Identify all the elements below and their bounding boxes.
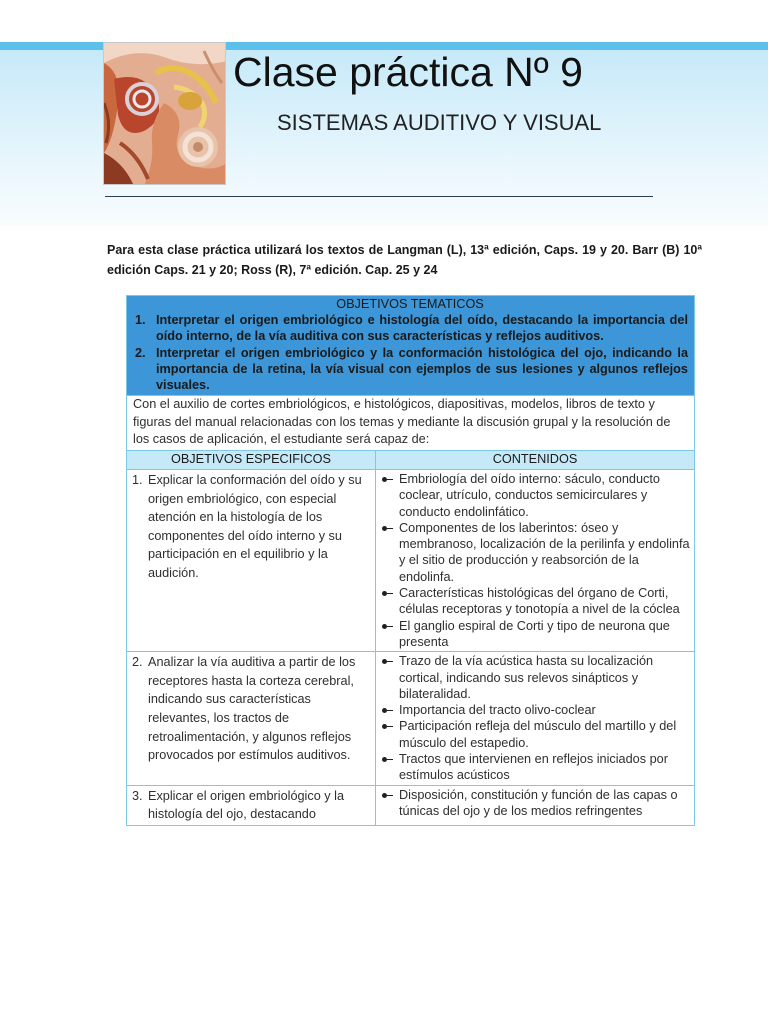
especifico-number: 2.: [132, 655, 143, 670]
list-item: [379, 471, 690, 520]
bullet-icon: [382, 724, 394, 729]
especifico-cell: [127, 469, 376, 651]
especifico-item: [132, 471, 371, 583]
list-item: [379, 751, 690, 784]
bullet-icon: [382, 757, 394, 762]
list-item: [379, 585, 690, 618]
bullet-icon: [382, 793, 394, 798]
bullet-icon: [382, 659, 394, 664]
column-header-row: [127, 450, 695, 469]
tematicos-row: [127, 296, 695, 396]
bullet-icon: [382, 526, 394, 531]
contenido-text: Características histológicas del órgano de Corti, células receptoras y tonotopía a nivel de la cóclea: [399, 586, 680, 617]
contenido-text: Disposición, constitución y función de las capas o túnicas del ojo y de los medios refringentes: [399, 787, 678, 818]
context-row: [127, 396, 695, 451]
especifico-text: Explicar la conformación del oído y su origen embriológico, con especial atención en la histología de los componentes del oído interno y su participación en el equilibrio y la audición.: [148, 472, 362, 580]
table-row: [127, 785, 695, 825]
list-item: [379, 702, 690, 718]
tematico-item: [132, 312, 688, 345]
list-item: [379, 718, 690, 751]
list-item: [379, 618, 690, 651]
list-item: [379, 787, 690, 820]
col-header-contenidos: CONTENIDOS: [376, 450, 695, 469]
tematicos-title: OBJETIVOS TEMATICOS: [336, 297, 484, 311]
contenidos-list: [379, 471, 690, 650]
header-divider: [105, 196, 653, 197]
contenidos-cell: [376, 469, 695, 651]
tematico-number: 1.: [135, 313, 146, 327]
intro-paragraph: Para esta clase práctica utilizará los textos de Langman (L), 13ª edición, Caps. 19 y 20. Barr (B) 10ª edición Caps. 21 y 20; Ross (R), 7ª edición. Cap. 25 y 24: [107, 243, 702, 277]
contenido-text: Trazo de la vía acústica hasta su localización cortical, indicando sus relevos sinápticos y bilateralidad.: [399, 654, 654, 701]
list-item: [379, 653, 690, 702]
especifico-cell: [127, 652, 376, 785]
contenido-text: Embriología del oído interno: sáculo, conducto coclear, utrículo, conductos semicirculares y conducto endolinfático.: [399, 471, 660, 519]
contenido-text: Importancia del tracto olivo-coclear: [399, 703, 596, 718]
contenido-text: El ganglio espiral de Corti y tipo de neurona que presenta: [399, 618, 670, 649]
contenidos-cell: [376, 785, 695, 825]
contenidos-list: [379, 653, 690, 783]
bullet-icon: [382, 591, 394, 596]
especifico-text: Analizar la vía auditiva a partir de los receptores hasta la corteza cerebral, indicando sus características relevantes, los tractos de retroalimentación, y algunos reflejos provocados por estímulos auditivos.: [148, 655, 356, 763]
especifico-text: Explicar el origen embriológico y la histología del ojo, destacando: [148, 788, 345, 822]
contenido-text: Participación refleja del músculo del martillo y del músculo del estapedio.: [399, 719, 677, 750]
list-item: [379, 520, 690, 585]
tematico-text: Interpretar el origen embriológico y la conformación histológica del ojo, indicando la importancia de la retina, la vía visual con ejemplos de sus lesiones y algunos reflejos visuales.: [156, 345, 688, 393]
contenidos-cell: [376, 652, 695, 785]
bullet-icon: [382, 624, 394, 629]
contenidos-list: [379, 787, 690, 820]
tematicos-cell: [127, 296, 695, 396]
tematico-number: 2.: [135, 345, 146, 360]
objectives-table: [126, 295, 695, 826]
page-subtitle: SISTEMAS AUDITIVO Y VISUAL: [277, 110, 602, 135]
especifico-number: 1.: [132, 472, 143, 487]
page-title: Clase práctica Nº 9: [233, 49, 583, 95]
tematico-text: Interpretar el origen embriológico e histología del oído, destacando la importancia del oído interno, de la vía auditiva con sus características y reflejos auditivos.: [156, 313, 688, 344]
contenido-text: Tractos que intervienen en reflejos iniciados por estímulos acústicos: [399, 752, 668, 783]
especifico-item: [132, 653, 371, 765]
context-text: Con el auxilio de cortes embriológicos, e histológicos, diapositivas, modelos, libros de texto y figuras del manual relacionadas con los temas y mediante la discusión grupal y la resolución de los casos de aplicación, el estudiante será capaz de:: [127, 396, 695, 451]
especifico-item: [132, 787, 371, 824]
contenido-text: Componentes de los laberintos: óseo y membranoso, localización de la perilinfa y endolinfa y el sitio de producción y reabsorción de la endolinfa.: [399, 520, 690, 584]
bullet-icon: [382, 477, 394, 482]
ear-anatomy-illustration-icon: [103, 42, 226, 185]
table-row: [127, 469, 695, 651]
tematico-item: [132, 345, 688, 394]
especifico-cell: [127, 785, 376, 825]
bullet-icon: [382, 708, 394, 713]
especifico-number: 3.: [132, 788, 143, 803]
col-header-especificos: OBJETIVOS ESPECIFICOS: [127, 450, 376, 469]
table-row: [127, 652, 695, 785]
tematicos-list: [132, 312, 688, 393]
